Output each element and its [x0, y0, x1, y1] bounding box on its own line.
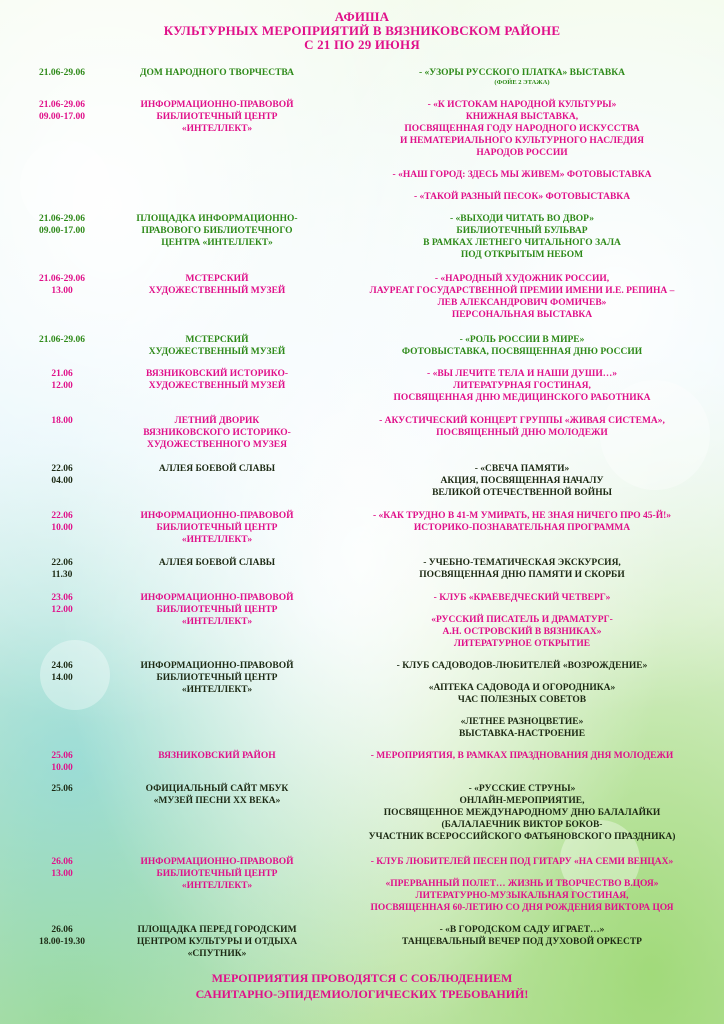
event-description-line: - АКУСТИЧЕСКИЙ КОНЦЕРТ ГРУППЫ «ЖИВАЯ СИСТЕМА»,: [379, 416, 665, 426]
event-description-cell: [330, 592, 714, 650]
header-title: АФИША: [334, 9, 390, 24]
event-date-line: 26.06: [51, 857, 73, 867]
event-item: [330, 682, 714, 706]
event-description-line: ЛЕВ АЛЕКСАНДРОВИЧ ФОМИЧЕВ»: [437, 298, 607, 308]
event-description-line: А.Н. ОСТРОВСКИЙ В ВЯЗНИКАХ»: [442, 627, 602, 637]
event-date-cell: [18, 368, 106, 392]
event-description-line: ОНЛАЙН-МЕРОПРИЯТИЕ,: [459, 796, 585, 806]
event-description-line: В РАМКАХ ЛЕТНЕГО ЧИТАЛЬНОГО ЗАЛА: [423, 238, 621, 248]
event-venue-line: ПЛОЩАДКА ПЕРЕД ГОРОДСКИМ: [137, 925, 297, 935]
event-date-line: 25.06: [51, 751, 73, 761]
event-description-line: БИБЛИОТЕЧНЫЙ БУЛЬВАР: [456, 226, 588, 236]
event-description-line: ПЕРСОНАЛЬНАЯ ВЫСТАВКА: [451, 310, 593, 320]
event-description-cell: [330, 660, 714, 740]
event-venue-line: МСТЕРСКИЙ: [185, 274, 249, 284]
event-description-line: ЛАУРЕАТ ГОСУДАРСТВЕННОЙ ПРЕМИИ ИМЕНИ И.Е. РЕПИНА –: [369, 286, 675, 296]
event-item: [330, 660, 714, 672]
event-venue-line: ОФИЦИАЛЬНЫЙ САЙТ МБУК: [145, 784, 289, 794]
event-date-line: 22.06: [51, 511, 73, 521]
event-venue-line: ИНФОРМАЦИОННО-ПРАВОВОЙ: [140, 100, 294, 110]
event-venue-line: «ИНТЕЛЛЕКТ»: [181, 124, 253, 134]
event-venue-cell: [108, 783, 326, 807]
header-subtitle: КУЛЬТУРНЫХ МЕРОПРИЯТИЙ В ВЯЗНИКОВСКОМ РАЙОНЕ: [163, 23, 561, 38]
event-date-cell: [18, 783, 106, 795]
event-item: [330, 716, 714, 740]
event-venue-cell: [108, 368, 326, 392]
event-venue-line: «СПУТНИК»: [187, 949, 247, 959]
event-date-line: 24.06: [51, 661, 73, 671]
event-venue-line: ИНФОРМАЦИОННО-ПРАВОВОЙ: [140, 593, 294, 603]
event-description-cell: [330, 856, 714, 914]
event-date-cell: [18, 334, 106, 346]
event-item: [330, 415, 714, 439]
event-item: [330, 169, 714, 181]
event-venue-cell: [108, 273, 326, 297]
event-description-line: - «ТАКОЙ РАЗНЫЙ ПЕСОК» ФОТОВЫСТАВКА: [413, 192, 631, 202]
event-venue-line: БИБЛИОТЕЧНЫЙ ЦЕНТР: [156, 673, 278, 683]
event-date-cell: [18, 213, 106, 237]
event-venue-line: ДОМ НАРОДНОГО ТВОРЧЕСТВА: [139, 68, 295, 78]
event-description-line: ПОСВЯЩЕННАЯ ДНЮ ПАМЯТИ И СКОРБИ: [419, 570, 625, 580]
event-description-cell: [330, 67, 714, 87]
event-description-line: - «КАК ТРУДНО В 41-М УМИРАТЬ, НЕ ЗНАЯ НИЧЕГО ПРО 45-Й!»: [372, 511, 672, 521]
event-description-line: - «РОЛЬ РОССИИ В МИРЕ»: [459, 335, 585, 345]
event-description-line: - «ВЫ ЛЕЧИТЕ ТЕЛА И НАШИ ДУШИ…»: [427, 369, 617, 379]
event-date-line: 21.06-29.06: [39, 274, 85, 284]
event-description-cell: [330, 750, 714, 762]
event-description-line: КНИЖНАЯ ВЫСТАВКА,: [465, 112, 579, 122]
event-date-line: 22.06: [51, 464, 73, 474]
event-date-line: 13.00: [51, 286, 73, 296]
event-venue-cell: [108, 334, 326, 358]
event-venue-cell: [108, 463, 326, 475]
event-venue-line: ИНФОРМАЦИОННО-ПРАВОВОЙ: [140, 661, 294, 671]
event-venue-cell: [108, 415, 326, 451]
event-venue-line: ИНФОРМАЦИОННО-ПРАВОВОЙ: [140, 857, 294, 867]
event-description-line: УЧАСТНИК ВСЕРОССИЙСКОГО ФАТЬЯНОВСКОГО ПРАЗДНИКА): [368, 832, 676, 842]
footer-notice-line: САНИТАРНО-ЭПИДЕМИОЛОГИЧЕСКИХ ТРЕБОВАНИЙ!: [195, 987, 529, 1001]
event-venue-line: БИБЛИОТЕЧНЫЙ ЦЕНТР: [156, 523, 278, 533]
event-venue-line: ПЛОЩАДКА ИНФОРМАЦИОННО-: [136, 214, 298, 224]
event-description-line: «ЛЕТНЕЕ РАЗНОЦВЕТИЕ»: [460, 717, 584, 727]
event-description-line: «АПТЕКА САДОВОДА И ОГОРОДНИКА»: [428, 683, 616, 693]
event-description-line: ЧАС ПОЛЕЗНЫХ СОВЕТОВ: [457, 695, 587, 705]
event-venue-line: ХУДОЖЕСТВЕННЫЙ МУЗЕЙ: [148, 347, 286, 357]
event-date-cell: [18, 924, 106, 948]
event-description-line: ПОСВЯЩЕННОЕ МЕЖДУНАРОДНОМУ ДНЮ БАЛАЛАЙКИ: [383, 808, 661, 818]
event-venue-line: ЦЕНТРОМ КУЛЬТУРЫ И ОТДЫХА: [136, 937, 298, 947]
event-date-line: 12.00: [51, 605, 73, 615]
event-venue-line: ЦЕНТРА «ИНТЕЛЛЕКТ»: [161, 238, 273, 248]
event-item: [330, 463, 714, 499]
event-item: [330, 783, 714, 843]
event-venue-line: ЛЕТНИЙ ДВОРИК: [174, 416, 260, 426]
event-location-note: (ФОЙЕ 2 ЭТАЖА): [494, 79, 550, 86]
event-venue-line: АЛЛЕЯ БОЕВОЙ СЛАВЫ: [158, 464, 276, 474]
event-description-cell: [330, 368, 714, 404]
event-date-line: 25.06: [51, 784, 73, 794]
event-date-cell: [18, 67, 106, 79]
event-item: [330, 510, 714, 534]
event-description-cell: [330, 99, 714, 203]
event-date-line: 21.06-29.06: [39, 100, 85, 110]
event-date-cell: [18, 510, 106, 534]
event-item: [330, 191, 714, 203]
event-venue-line: «ИНТЕЛЛЕКТ»: [181, 881, 253, 891]
event-description-line: - МЕРОПРИЯТИЯ, В РАМКАХ ПРАЗДНОВАНИЯ ДНЯ МОЛОДЕЖИ: [370, 751, 674, 761]
event-date-cell: [18, 750, 106, 774]
event-item: [330, 334, 714, 358]
event-venue-line: «МУЗЕЙ ПЕСНИ ХХ ВЕКА»: [153, 796, 281, 806]
event-venue-line: ВЯЗНИКОВСКОГО ИСТОРИКО-: [143, 428, 291, 438]
event-date-line: 04.00: [51, 476, 73, 486]
event-venue-line: ХУДОЖЕСТВЕННОГО МУЗЕЯ: [147, 440, 287, 450]
event-date-cell: [18, 660, 106, 684]
event-date-line: 11.30: [51, 570, 73, 580]
event-venue-cell: [108, 660, 326, 696]
event-venue-cell: [108, 924, 326, 960]
event-description-line: (БАЛАЛАЕЧНИК ВИКТОР БОКОВ-: [441, 820, 603, 830]
event-venue-line: МСТЕРСКИЙ: [185, 335, 249, 345]
event-venue-line: БИБЛИОТЕЧНЫЙ ЦЕНТР: [156, 605, 278, 615]
event-date-line: 21.06-29.06: [39, 214, 85, 224]
event-description-cell: [330, 334, 714, 358]
event-description-cell: [330, 783, 714, 843]
event-date-cell: [18, 463, 106, 487]
event-description-line: ВЕЛИКОЙ ОТЕЧЕСТВЕННОЙ ВОЙНЫ: [432, 488, 612, 498]
event-venue-line: «ИНТЕЛЛЕКТ»: [181, 535, 253, 545]
event-description-line: ФОТОВЫСТАВКА, ПОСВЯЩЕННАЯ ДНЮ РОССИИ: [401, 347, 643, 357]
event-date-line: 10.00: [51, 763, 73, 773]
event-description-line: - КЛУБ САДОВОДОВ-ЛЮБИТЕЛЕЙ «ВОЗРОЖДЕНИЕ»: [396, 661, 648, 671]
event-item: [330, 99, 714, 159]
event-venue-line: БИБЛИОТЕЧНЫЙ ЦЕНТР: [156, 112, 278, 122]
event-description-line: ЛИТЕРАТУРНАЯ ГОСТИНАЯ,: [453, 381, 591, 391]
event-description-line: - «В ГОРОДСКОМ САДУ ИГРАЕТ…»: [439, 925, 605, 935]
event-description-line: ТАНЦЕВАЛЬНЫЙ ВЕЧЕР ПОД ДУХОВОЙ ОРКЕСТР: [402, 937, 642, 947]
poster-footer: [0, 970, 724, 1002]
event-date-cell: [18, 592, 106, 616]
event-description-line: ЛИТЕРАТУРНОЕ ОТКРЫТИЕ: [453, 639, 591, 649]
event-item: [330, 368, 714, 404]
event-date-line: 09.00-17.00: [39, 226, 85, 236]
event-description-line: «РУССКИЙ ПИСАТЕЛЬ И ДРАМАТУРГ-: [431, 615, 613, 625]
event-description-line: НАРОДОВ РОССИИ: [476, 148, 568, 158]
event-venue-line: ВЯЗНИКОВСКИЙ ИСТОРИКО-: [145, 369, 289, 379]
event-item: [330, 592, 714, 604]
event-description-line: ВЫСТАВКА-НАСТРОЕНИЕ: [458, 729, 586, 739]
event-venue-cell: [108, 99, 326, 135]
event-description-line: - «СВЕЧА ПАМЯТИ»: [474, 464, 570, 474]
event-venue-cell: [108, 67, 326, 79]
event-description-line: - УЧЕБНО-ТЕМАТИЧЕСКАЯ ЭКСКУРСИЯ,: [423, 558, 621, 568]
event-venue-cell: [108, 592, 326, 628]
event-description-cell: [330, 510, 714, 534]
event-description-cell: [330, 273, 714, 321]
event-venue-line: ХУДОЖЕСТВЕННЫЙ МУЗЕЙ: [148, 286, 286, 296]
event-description-line: ЛИТЕРАТУРНО-МУЗЫКАЛЬНАЯ ГОСТИНАЯ,: [415, 891, 629, 901]
event-item: [330, 878, 714, 914]
event-description-line: ПОСВЯЩЕННАЯ ДНЮ МЕДИЦИНСКОГО РАБОТНИКА: [393, 393, 651, 403]
event-description-line: - КЛУБ «КРАЕВЕДЧЕСКИЙ ЧЕТВЕРГ»: [433, 593, 611, 603]
event-description-line: «ПРЕРВАННЫЙ ПОЛЕТ… ЖИЗНЬ И ТВОРЧЕСТВО В.ЦОЯ»: [385, 879, 659, 889]
event-description-cell: [330, 213, 714, 261]
event-venue-cell: [108, 213, 326, 249]
event-item: [330, 614, 714, 650]
event-description-line: АКЦИЯ, ПОСВЯЩЕННАЯ НАЧАЛУ: [440, 476, 604, 486]
event-venue-line: ВЯЗНИКОВСКИЙ РАЙОН: [158, 751, 276, 761]
event-venue-line: «ИНТЕЛЛЕКТ»: [181, 685, 253, 695]
event-item: [330, 273, 714, 321]
event-venue-line: ИНФОРМАЦИОННО-ПРАВОВОЙ: [140, 511, 294, 521]
event-description-line: ПОД ОТКРЫТЫМ НЕБОМ: [460, 250, 584, 260]
event-venue-cell: [108, 856, 326, 892]
event-description-line: - «РУССКИЕ СТРУНЫ»: [468, 784, 576, 794]
event-date-cell: [18, 415, 106, 427]
event-item: [330, 924, 714, 948]
event-item: [330, 213, 714, 261]
event-venue-cell: [108, 510, 326, 546]
event-description-cell: [330, 415, 714, 439]
event-description-line: - КЛУБ ЛЮБИТЕЛЕЙ ПЕСЕН ПОД ГИТАРУ «НА СЕМИ ВЕНЦАХ»: [370, 857, 674, 867]
event-description-line: - «УЗОРЫ РУССКОГО ПЛАТКА» ВЫСТАВКА: [419, 68, 625, 78]
event-date-cell: [18, 273, 106, 297]
event-venue-line: «ИНТЕЛЛЕКТ»: [181, 617, 253, 627]
event-date-line: 21.06: [51, 369, 73, 379]
event-item: [330, 67, 714, 87]
event-date-line: 26.06: [51, 925, 73, 935]
event-date-line: 14.00: [51, 673, 73, 683]
event-description-cell: [330, 463, 714, 499]
event-description-line: - «НАРОДНЫЙ ХУДОЖНИК РОССИИ,: [434, 274, 610, 284]
event-date-line: 18.00: [51, 416, 73, 426]
event-date-cell: [18, 99, 106, 123]
event-date-line: 12.00: [51, 381, 73, 391]
event-date-line: 13.00: [51, 869, 73, 879]
event-description-line: ИСТОРИКО-ПОЗНАВАТЕЛЬНАЯ ПРОГРАММА: [413, 523, 631, 533]
event-description-line: И НЕМАТЕРИАЛЬНОГО КУЛЬТУРНОГО НАСЛЕДИЯ: [399, 136, 645, 146]
event-description-line: - «ВЫХОДИ ЧИТАТЬ ВО ДВОР»: [450, 214, 594, 224]
event-venue-line: ХУДОЖЕСТВЕННЫЙ МУЗЕЙ: [148, 381, 286, 391]
event-description-line: - «НАШ ГОРОД: ЗДЕСЬ МЫ ЖИВЕМ» ФОТОВЫСТАВКА: [392, 170, 652, 180]
event-date-line: 22.06: [51, 558, 73, 568]
event-venue-cell: [108, 557, 326, 569]
event-description-cell: [330, 924, 714, 948]
event-venue-line: БИБЛИОТЕЧНЫЙ ЦЕНТР: [156, 869, 278, 879]
event-date-line: 18.00-19.30: [39, 937, 85, 947]
event-description-line: ПОСВЯЩЕННЫЙ ДНЮ МОЛОДЕЖИ: [436, 428, 608, 438]
event-item: [330, 856, 714, 868]
event-date-cell: [18, 856, 106, 880]
event-description-line: - «К ИСТОКАМ НАРОДНОЙ КУЛЬТУРЫ»: [427, 100, 617, 110]
event-date-line: 21.06-29.06: [39, 68, 85, 78]
event-date-line: 10.00: [51, 523, 73, 533]
event-date-cell: [18, 557, 106, 581]
header-date-range: С 21 ПО 29 ИЮНЯ: [304, 37, 420, 52]
event-date-line: 09.00-17.00: [39, 112, 85, 122]
event-venue-line: ПРАВОВОГО БИБЛИОТЕЧНОГО: [141, 226, 293, 236]
event-date-line: 21.06-29.06: [39, 335, 85, 345]
event-description-line: ПОСВЯЩЕННАЯ ГОДУ НАРОДНОГО ИСКУССТВА: [404, 124, 640, 134]
footer-notice-line: МЕРОПРИЯТИЯ ПРОВОДЯТСЯ С СОБЛЮДЕНИЕМ: [211, 971, 513, 985]
event-description-cell: [330, 557, 714, 581]
event-item: [330, 557, 714, 581]
event-venue-line: АЛЛЕЯ БОЕВОЙ СЛАВЫ: [158, 558, 276, 568]
event-item: [330, 750, 714, 762]
event-description-line: ПОСВЯЩЕННАЯ 60-ЛЕТИЮ СО ДНЯ РОЖДЕНИЯ ВИКТОРА ЦОЯ: [370, 903, 674, 913]
event-venue-cell: [108, 750, 326, 762]
event-date-line: 23.06: [51, 593, 73, 603]
